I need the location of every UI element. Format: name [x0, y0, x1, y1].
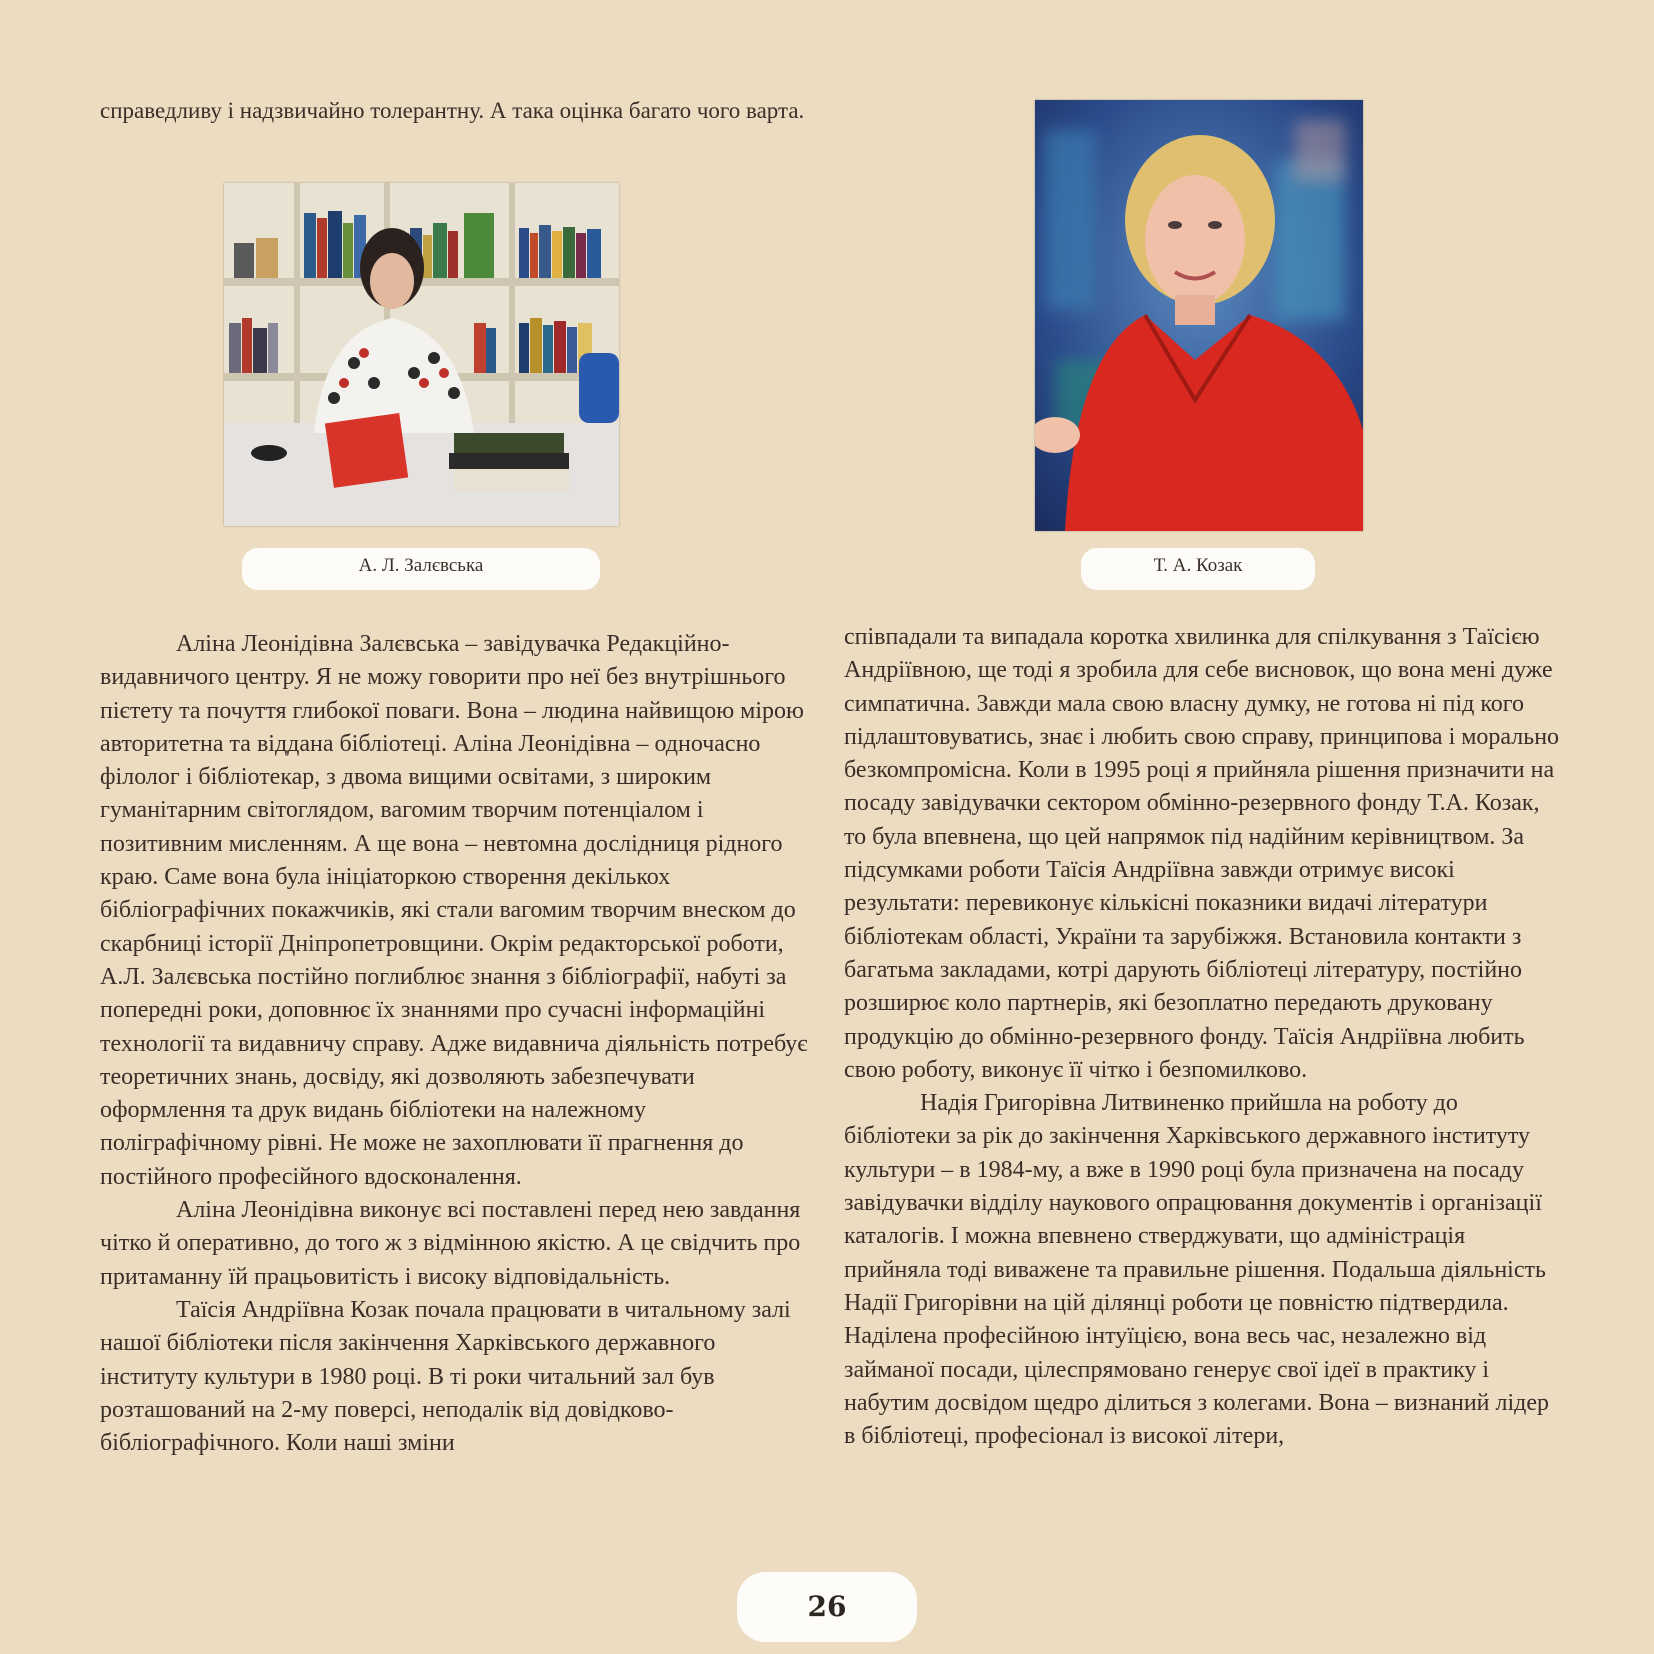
- paragraph: Надія Григорівна Литвиненко прийшла на роботу до бібліотеки за рік до закінчення Харківського державного інституту культури – в 1984-му, а вже в 1990 році була призначена на посаду завідувачки відділу наукового опрацювання документів і організації каталогів. І можна впевнено стверджувати, що адміністрація прийняла тоді виважене та правильне рішення. Подальша діяльність Надії Григорівни на цій ділянці роботи це повністю підтвердила. Наділена професійною інтуїцією, вона весь час, незалежно від займаної посади, цілеспрямовано генерує свої ідеї в практику і набутим досвідом щедро ділиться з колегами. Вона – визнаний лідер в бібліотеці, професіонал із високої літери,: [844, 1090, 1550, 1450]
- photo-caption-kozak: Т. А. Козак: [1081, 548, 1315, 590]
- paragraph: Аліна Леонідівна Залєвська – завідувачка Редакційно-видавничого центру. Я не можу говорити про неї без внутрішнього пієтету та почуття глибокої поваги. Вона – людина найвищою мірою авторитетна та віддана бібліотеці. Аліна Леонідівна – одночасно філолог і бібліотекар, з двома вищими освітами, з широким гуманітарним світоглядом, вагомим творчим потенціалом і позитивним мисленням. А ще вона – невтомна дослідниця рідного краю. Саме вона була ініціаторкою створення декількох бібліографічних покажчиків, які стали вагомим творчим внеском до скарбниці історії Дніпропетровщини. Окрім редакторської роботи, А.Л. Залєвська постійно поглиблює знання з бібліографії, набуті за попередні роки, доповнює їх знаннями про сучасні інформаційні технології та видавничу справу. Адже видавнича діяльність потребує теоретичних знань, досвіду, які дозволяють забезпечувати оформлення та друк видань бібліотеки на належному поліграфічному рівні. Не може не захоплювати її прагнення до постійного професійного вдосконалення.: [100, 631, 808, 1190]
- paragraph: співпадали та випадала коротка хвилинка для спілкування з Таїсією Андріївною, ще тоді я зробила для себе висновок, що вона мені дуже симпатична. Завжди мала свою власну думку, не готова ні під кого підлаштовуватись, знає і любить свою справу, принципова і морально безкомпромісна. Коли в 1995 році я прийняла рішення призначити на посаду завідувачки сектором обмінно-резервного фонду Т.А. Козак, то була впевнена, що цей напрямок під надійним керівництвом. За підсумками роботи Таїсія Андріївна завжди отримує високі результати: перевиконує кількісні показники видачі літератури бібліотекам області, України та зарубіжжя. Встановила контакти з багатьма закладами, котрі дарують бібліотеці літературу, постійно розширює коло партнерів, які безоплатно передають друковану продукцію до обмінно-резервного фонду. Таїсія Андріївна любить свою роботу, виконує її чітко і безпомилково.: [844, 624, 1560, 1083]
- photo-kozak-image: [1035, 100, 1363, 531]
- photo-kozak: [1035, 100, 1363, 531]
- photo-caption-zalevska: А. Л. Залєвська: [242, 548, 600, 590]
- photo-zalevska: [224, 183, 619, 526]
- paragraph: Таїсія Андріївна Козак почала працювати в читальному залі нашої бібліотеки після закінчення Харківського державного інституту культури в 1980 році. В ті роки читальний зал був розташований на 2-му поверсі, неподалік від довідково-бібліографічного. Коли наші зміни: [100, 1296, 791, 1457]
- right-text-column: [844, 621, 1560, 1453]
- photo-zalevska-image: [224, 183, 619, 526]
- intro-paragraph: справедливу і надзвичайно толерантну. А така оцінка багато чого варта.: [100, 98, 805, 123]
- left-text-column: [100, 628, 812, 1460]
- page-number: 26: [737, 1572, 917, 1642]
- paragraph: Аліна Леонідівна виконує всі поставлені перед нею завдання чітко й оперативно, до того ж з відмінною якістю. А це свідчить про притаманну їй працьовитість і високу відповідальність.: [100, 1197, 801, 1290]
